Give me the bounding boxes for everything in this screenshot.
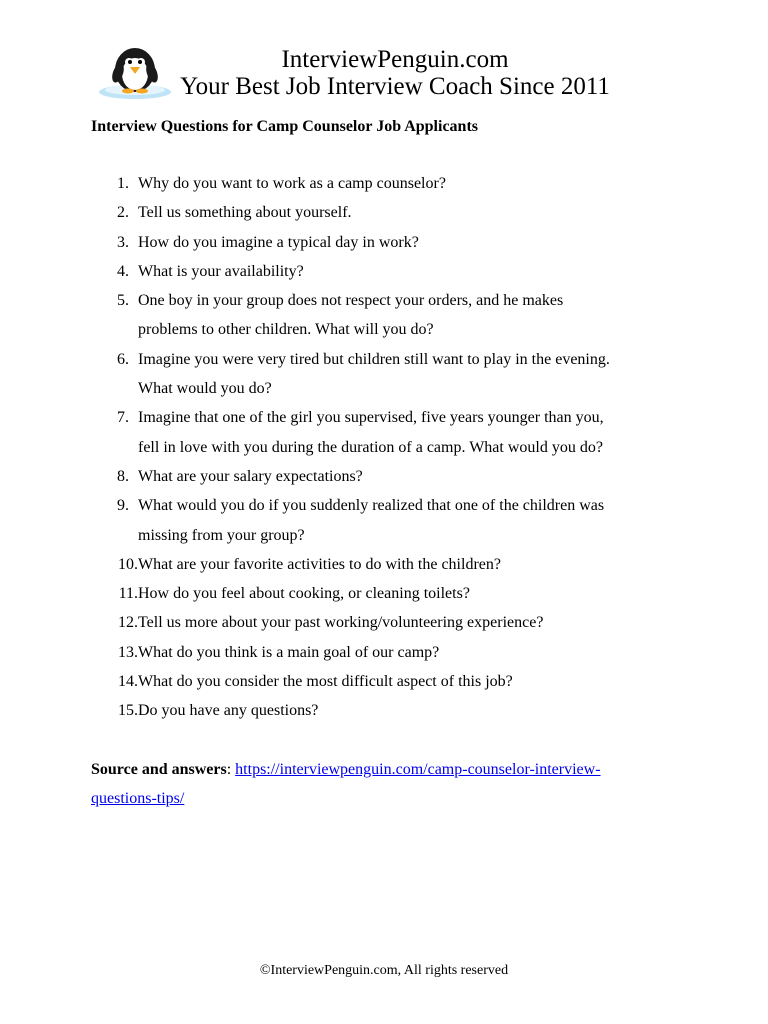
question-text-line: Tell us more about your past working/volunteering experience? [138, 614, 544, 632]
question-item [91, 579, 691, 608]
question-text-line: What would you do? [138, 380, 272, 398]
question-number: 12. [118, 614, 138, 632]
source-paragraph [91, 755, 681, 814]
question-item [91, 228, 691, 257]
question-item [91, 345, 691, 404]
question-text-line: Do you have any questions? [138, 702, 319, 720]
question-text-line: Tell us something about yourself. [138, 204, 352, 222]
question-text-line: Imagine you were very tired but children still want to play in the evening. [138, 350, 610, 368]
question-text-line: What do you consider the most difficult aspect of this job? [138, 673, 513, 691]
question-number: 14. [118, 673, 138, 691]
question-item [91, 462, 691, 491]
question-text-line: Imagine that one of the girl you supervised, five years younger than you, [138, 409, 604, 427]
question-number: 6. [117, 350, 129, 368]
question-item [91, 696, 691, 725]
question-item [91, 286, 691, 345]
question-number: 8. [117, 467, 129, 485]
question-number: 1. [117, 175, 129, 192]
question-number: 9. [117, 497, 129, 515]
question-text-line: What are your favorite activities to do with the children? [138, 555, 501, 573]
source-label: Source and answers [91, 761, 227, 778]
question-item [91, 403, 691, 462]
question-number: 2. [117, 204, 129, 222]
question-item [91, 257, 691, 286]
question-text-line: problems to other children. What will you do? [138, 321, 434, 339]
question-number: 15. [118, 702, 138, 720]
question-number: 3. [117, 233, 129, 251]
question-text-line: What is your availability? [138, 262, 304, 280]
question-item [91, 638, 691, 667]
question-text-line: How do you imagine a typical day in work? [138, 233, 419, 251]
question-text-line: One boy in your group does not respect your orders, and he makes [138, 292, 564, 310]
site-name: InterviewPenguin.com [281, 46, 509, 73]
question-number: 5. [117, 292, 129, 310]
question-item [91, 667, 691, 696]
question-number: 13. [118, 643, 138, 661]
question-item [91, 169, 691, 198]
question-text-line: What are your salary expectations? [138, 467, 363, 485]
question-item [91, 550, 691, 579]
question-text-line: Why do you want to work as a camp counselor? [138, 175, 446, 192]
question-number: 11. [118, 585, 138, 603]
question-text-line: What would you do if you suddenly realized that one of the children was [138, 497, 605, 515]
source-link-line1: https://interviewpenguin.com/camp-counselor-interview- [235, 761, 601, 778]
question-item [91, 608, 691, 637]
footer-copyright: ©InterviewPenguin.com, All rights reserved [259, 963, 509, 978]
source-link-line2: questions-tips/ [91, 790, 185, 808]
question-text-line: What do you think is a main goal of our camp? [138, 643, 440, 661]
question-text-line: missing from your group? [138, 526, 305, 544]
site-tagline: Your Best Job Interview Coach Since 2011 [180, 73, 610, 100]
question-item [91, 491, 691, 550]
question-text-line: How do you feel about cooking, or cleaning toilets? [138, 585, 470, 603]
question-number: 10. [118, 555, 138, 573]
question-number: 7. [117, 409, 129, 427]
question-list [91, 169, 691, 726]
question-text-line: fell in love with you during the duration of a camp. What would you do? [138, 438, 603, 456]
source-separator: : [226, 761, 236, 778]
question-item [91, 198, 691, 227]
page-title: Interview Questions for Camp Counselor Job Applicants [91, 118, 478, 135]
question-number: 4. [117, 262, 129, 280]
